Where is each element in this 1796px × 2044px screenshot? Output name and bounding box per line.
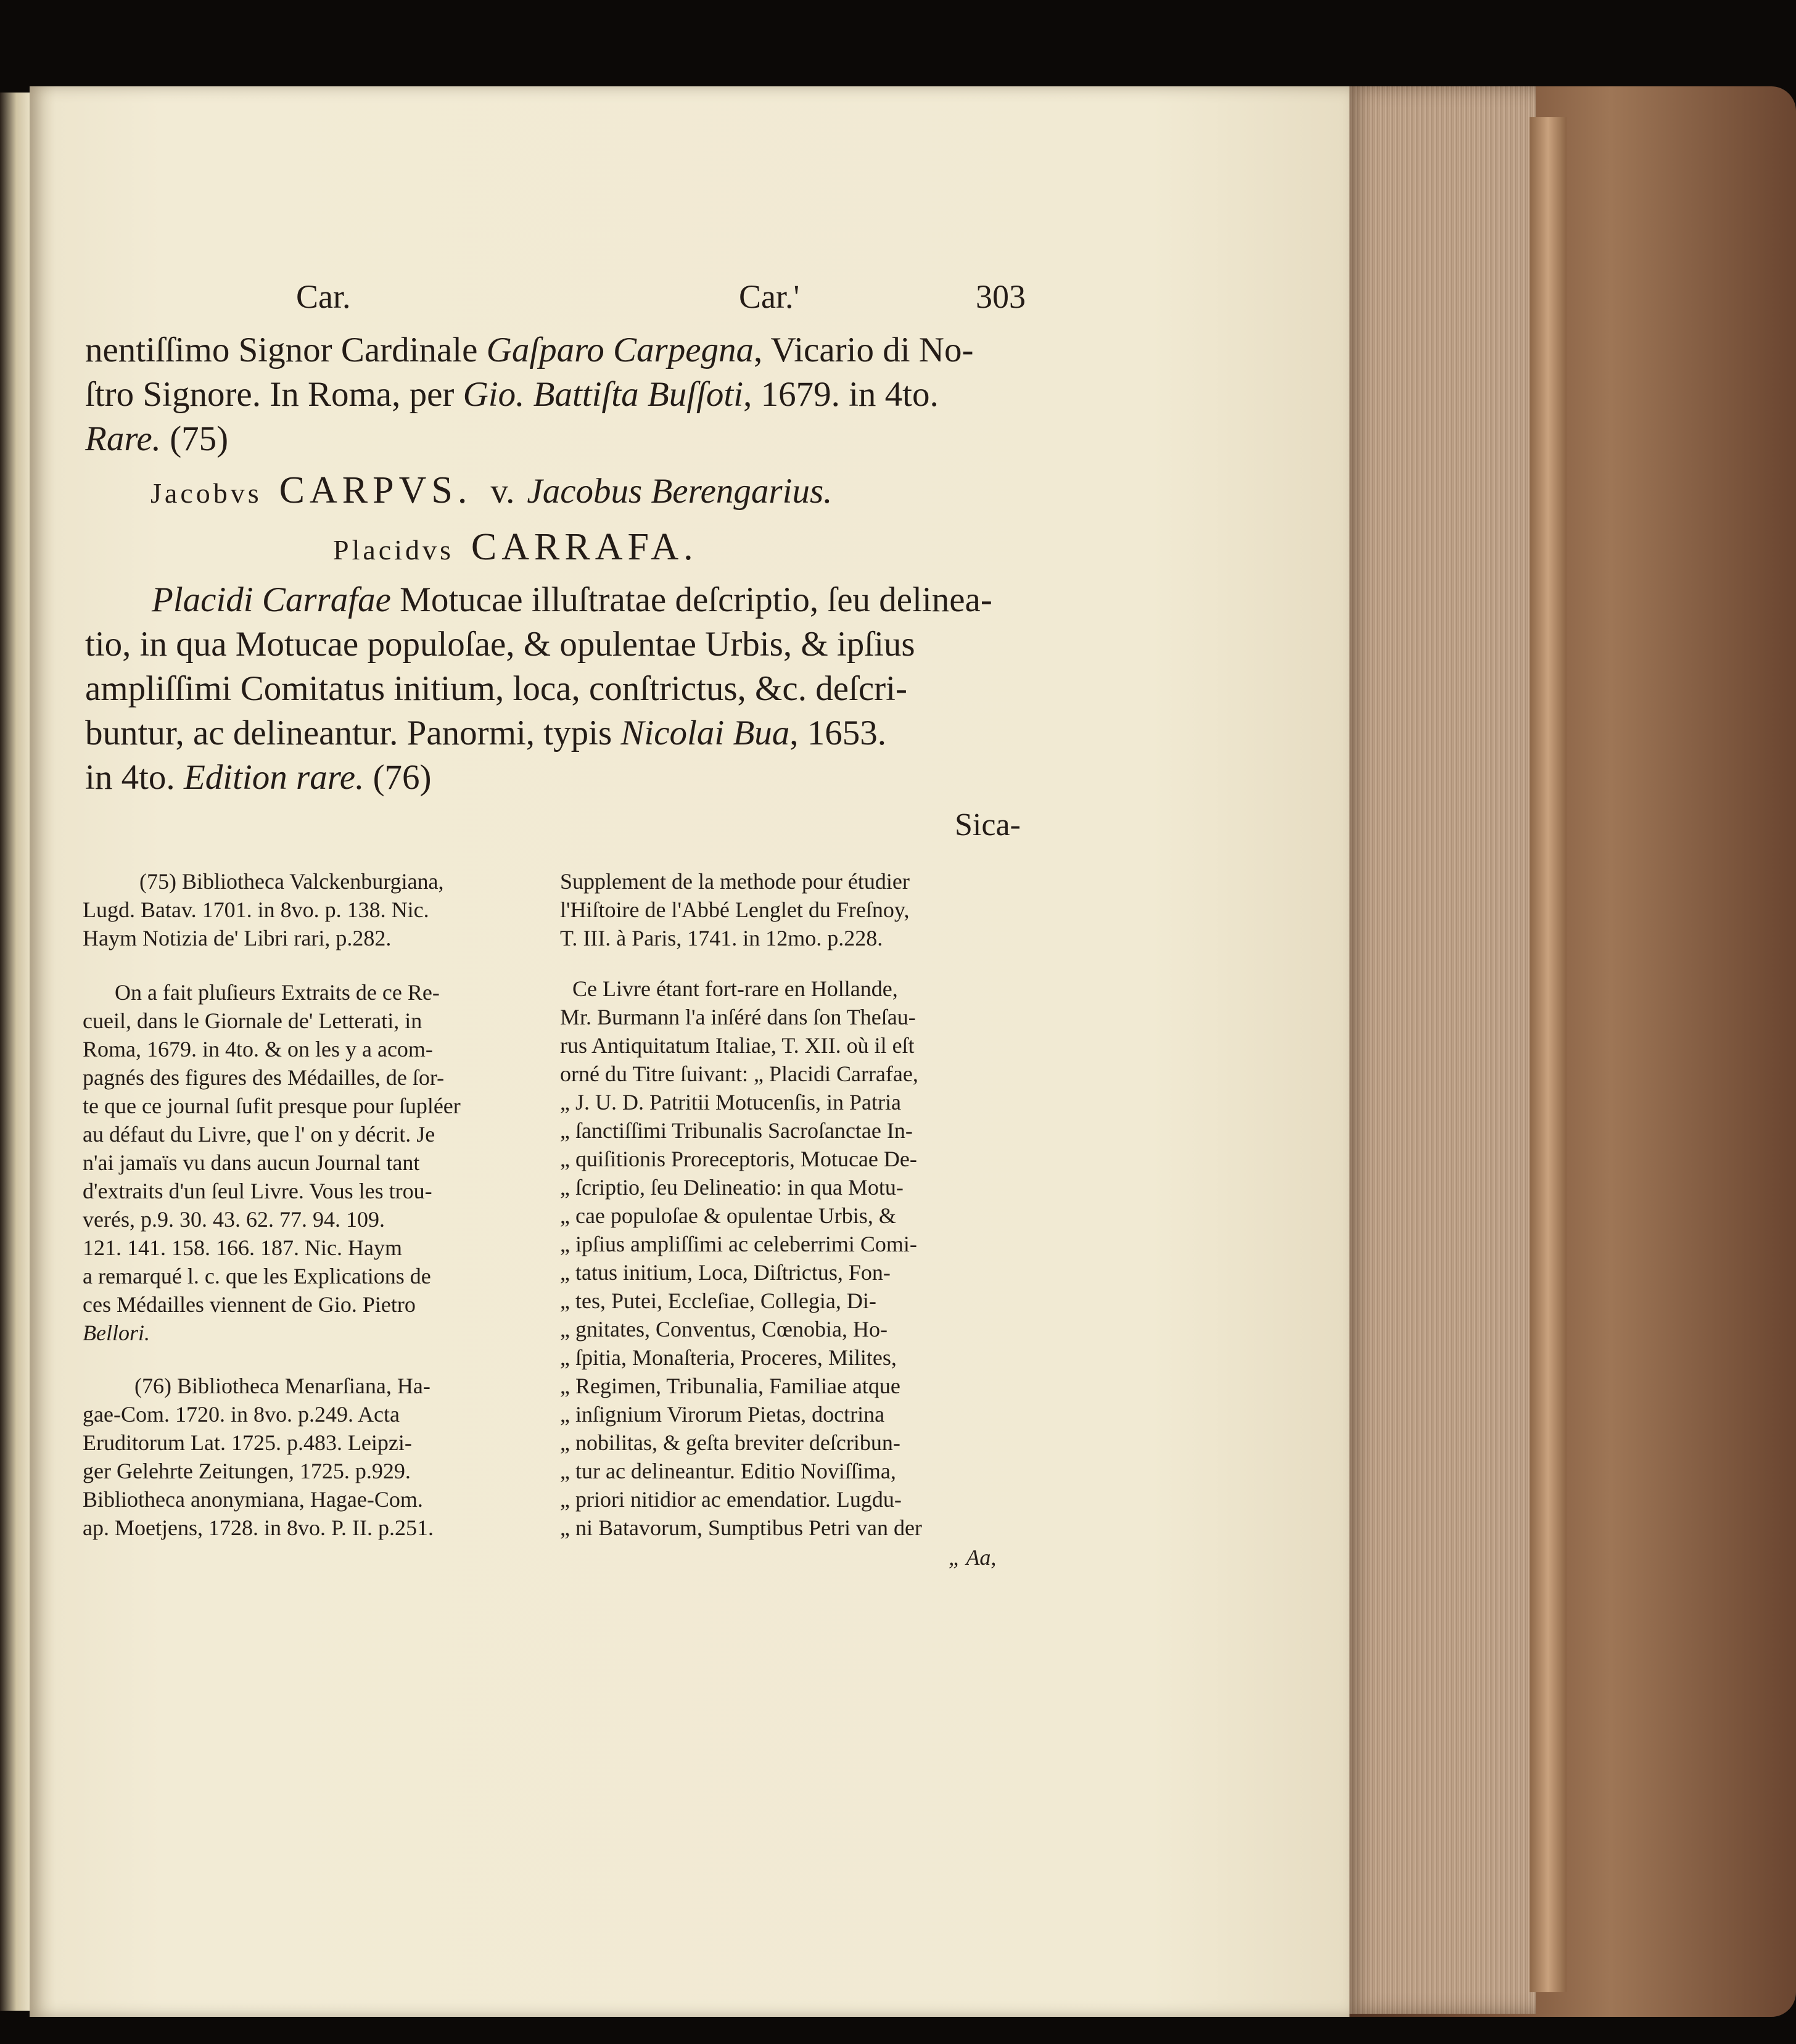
page-number: 303	[976, 278, 1026, 315]
main-line-1	[85, 330, 973, 370]
footnote-line: „ ipſius ampliſſimi ac celeberrimi Comi-	[560, 1232, 917, 1256]
footnote-line: „ inſignium Virorum Pietas, doctrina	[560, 1402, 885, 1427]
footnote-line: a remarqué l. c. que les Explications de	[83, 1264, 431, 1288]
footnote-line: d'extraits d'un ſeul Livre. Vous les trou-	[83, 1179, 432, 1203]
cross-ref-v: v.	[490, 472, 515, 511]
footnote-line: au défaut du Livre, que l' on y décrit. Je	[83, 1122, 435, 1147]
entry-forename: Jacobvs	[150, 477, 262, 509]
cross-ref-name: Jacobus Berengarius.	[527, 472, 833, 511]
footnote-line: ap. Moetjens, 1728. in 8vo. P. II. p.251.	[83, 1515, 434, 1540]
footnote-line: 121. 141. 158. 166. 187. Nic. Haym	[83, 1235, 402, 1260]
catchword: Sica-	[955, 807, 1021, 843]
entry-heading-carrafa	[333, 525, 698, 569]
footnote-line: Lugd. Batav. 1701. in 8vo. p. 138. Nic.	[83, 897, 429, 922]
main-text-italic: Gio. Battiſta Buſſoti	[463, 375, 744, 414]
main-text-span: buntur, ac delineantur. Panormi, typis	[85, 714, 621, 752]
main-text-span: Motucae illuſtratae deſcriptio, ſeu delinea-	[390, 580, 992, 619]
cover-edge	[1530, 117, 1567, 1992]
footnote-ref: (76)	[364, 758, 432, 797]
main-text-italic: Gaſparo Carpegna	[486, 331, 754, 369]
footnote-line: Haym Notizia de' Libri rari, p.282.	[83, 926, 392, 950]
footnote-line: „ ſanctiſſimi Tribunalis Sacroſanctae In-	[560, 1118, 913, 1143]
para-line-2: tio, in qua Motucae populoſae, & opulentae Urbis, & ipſius	[85, 625, 915, 664]
footnote-line: orné du Titre ſuivant: „ Placidi Carrafae,	[560, 1061, 918, 1086]
footnote-line: T. III. à Paris, 1741. in 12mo. p.228.	[560, 926, 883, 950]
footnote-line: (75) Bibliotheca Valckenburgiana,	[139, 869, 444, 894]
para-line-5	[85, 757, 432, 797]
footnote-line: n'ai jamaïs vu dans aucun Journal tant	[83, 1150, 420, 1175]
footnote-line: Roma, 1679. in 4to. & on les y a acom-	[83, 1037, 433, 1061]
main-line-3	[85, 419, 228, 459]
footnote-line: „ quiſitionis Proreceptoris, Motucae De-	[560, 1147, 917, 1171]
footnote-catchword: „ Aa,	[949, 1545, 997, 1570]
footnote-line: „ ſpitia, Monaſteria, Proceres, Milites,	[560, 1345, 897, 1370]
entry-forename: Placidvs	[333, 534, 454, 566]
para-line-1	[152, 580, 992, 620]
footnote-line: „ priori nitidior ac emendatior. Lugdu-	[560, 1487, 902, 1512]
main-text-span: nentiſſimo Signor Cardinale	[85, 331, 487, 369]
footnote-line: „ gnitates, Conventus, Cœnobia, Ho-	[560, 1317, 888, 1341]
footnote-line: „ nobilitas, & geſta breviter deſcribun-	[560, 1430, 900, 1455]
footnote-line: Bibliotheca anonymiana, Hagae-Com.	[83, 1487, 423, 1512]
footnote-line: „ Regimen, Tribunalia, Familiae atque	[560, 1374, 900, 1398]
entry-surname: CARPVS.	[279, 469, 472, 511]
footnote-line: Mr. Burmann l'a inſéré dans ſon Theſau-	[560, 1005, 916, 1029]
footnote-line: Supplement de la methode pour étudier	[560, 869, 910, 894]
footnote-line: „ tes, Putei, Eccleſiae, Collegia, Di-	[560, 1288, 876, 1313]
footnote-line: te que ce journal ſufit presque pour ſupléer	[83, 1094, 461, 1118]
main-text-span: in 4to.	[85, 758, 184, 797]
book-page	[30, 86, 1349, 2017]
running-head-center: Car.'	[739, 278, 800, 315]
footnote-line: On a fait pluſieurs Extraits de ce Re-	[115, 980, 440, 1005]
entry-heading-carpus	[150, 469, 832, 513]
main-text-italic: Rare.	[85, 419, 161, 458]
footnote-line: ces Médailles viennent de Gio. Pietro	[83, 1292, 416, 1317]
footnote-line: „ cae populoſae & opulentae Urbis, &	[560, 1203, 896, 1228]
footnote-ref: (75)	[160, 419, 229, 458]
para-line-4	[85, 713, 886, 753]
footnote-line: cueil, dans le Giornale de' Letterati, in	[83, 1008, 422, 1033]
footnote-line: gae-Com. 1720. in 8vo. p.249. Acta	[83, 1402, 400, 1427]
footnote-line: „ tur ac delineantur. Editio Noviſſima,	[560, 1459, 896, 1483]
main-text-italic: Placidi Carrafae	[152, 580, 391, 619]
footnote-line: Eruditorum Lat. 1725. p.483. Leipzi-	[83, 1430, 412, 1455]
main-text-span: ſtro Signore. In Roma, per	[85, 375, 463, 414]
running-head-left: Car.	[296, 278, 351, 315]
footnote-line: „ tatus initium, Loca, Diſtrictus, Fon-	[560, 1260, 891, 1285]
main-text-span: , 1679. in 4to.	[743, 375, 939, 414]
main-text-span: , 1653.	[789, 714, 887, 752]
footnote-line: „ ni Batavorum, Sumptibus Petri van der	[560, 1515, 922, 1540]
entry-surname: CARRAFA.	[471, 526, 698, 568]
footnote-line: Bellori.	[83, 1321, 150, 1345]
footnote-line: pagnés des figures des Médailles, de ſor-	[83, 1065, 445, 1090]
footnote-line: „ ſcriptio, ſeu Delineatio: in qua Motu-	[560, 1175, 904, 1200]
footnote-line: Ce Livre étant fort-rare en Hollande,	[572, 976, 898, 1001]
main-line-2	[85, 374, 939, 414]
footnote-line: verés, p.9. 30. 43. 62. 77. 94. 109.	[83, 1207, 385, 1232]
page-block-edges	[1345, 86, 1536, 2014]
main-text-italic: Nicolai Bua	[620, 714, 790, 752]
footnote-line: rus Antiquitatum Italiae, T. XII. où il eſt	[560, 1033, 915, 1058]
para-line-3: ampliſſimi Comitatus initium, loca, conſtrictus, &c. deſcri-	[85, 669, 907, 708]
facing-page-edge	[0, 93, 30, 2011]
footnote-line: „ J. U. D. Patritii Motucenſis, in Patria	[560, 1090, 901, 1115]
footnote-line: ger Gelehrte Zeitungen, 1725. p.929.	[83, 1459, 411, 1483]
footnote-line: (76) Bibliotheca Menarſiana, Ha-	[134, 1374, 430, 1398]
footnote-line: l'Hiſtoire de l'Abbé Lenglet du Freſnoy,	[560, 897, 910, 922]
main-text-span: , Vicario di No-	[754, 331, 974, 369]
main-text-italic: Edition rare.	[183, 758, 365, 797]
